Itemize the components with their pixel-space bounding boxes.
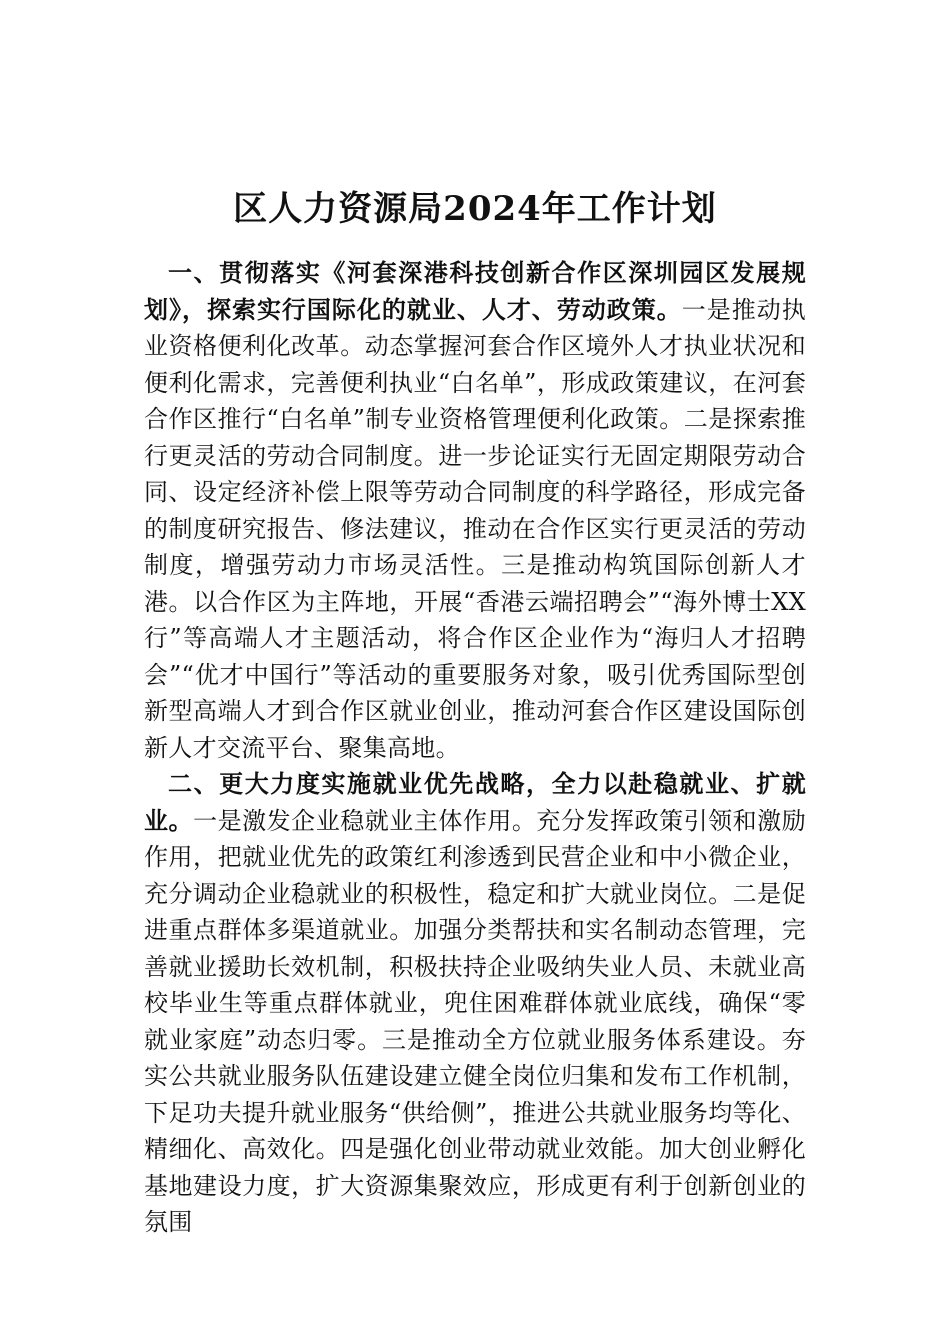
paragraph-2-text: 一是激发企业稳就业主体作用。充分发挥政策引领和激励作用，把就业优先的政策红利渗透到民营企业和中小微企业，充分调动企业稳就业的积极性，稳定和扩大就业岗位。二是促进重点群体多渠道就业。加强分类帮扶和实名制动态管理，完善就业援助长效机制，积极扶持企业吸纳失业人员、未就业高校毕业生等重点群体就业，兜住困难群体就业底线，确保“零就业家庭”动态归零。三是推动全方位就业服务体系建设。夯实公共就业服务队伍建设建立健全岗位归集和发布工作机制，下足功夫提升就业服务“供给侧”，推进公共就业服务均等化、精细化、高效化。四是强化创业带动就业效能。加大创业孵化基地建设力度，扩大资源集聚效应，形成更有利于创新创业的氛围: [144, 806, 806, 1236]
paragraph-1: [144, 255, 806, 766]
paragraph-1-heading: 一、贯彻落实《河套深港科技创新合作区深圳园区发展规划》，探索实行国际化的就业、人才、劳动政策。: [144, 258, 806, 324]
paragraph-2: [144, 766, 806, 1241]
document-body: [144, 255, 806, 1241]
paragraph-2-heading: 二、更大力度实施就业优先战略，全力以赴稳就业、扩就业。: [144, 769, 806, 835]
paragraph-1-text: 一是推动执业资格便利化改革。动态掌握河套合作区境外人才执业状况和便利化需求，完善便利执业“白名单”，形成政策建议，在河套合作区推行“白名单”制专业资格管理便利化政策。二是探索推行更灵活的劳动合同制度。进一步论证实行无固定期限劳动合同、设定经济补偿上限等劳动合同制度的科学路径，形成完备的制度研究报告、修法建议，推动在合作区实行更灵活的劳动制度，增强劳动力市场灵活性。三是推动构筑国际创新人才港。以合作区为主阵地，开展“香港云端招聘会”“海外博士XX行”等高端人才主题活动，将合作区企业作为“海归人才招聘会”“优才中国行”等活动的重要服务对象，吸引优秀国际型创新型高端人才到合作区就业创业，推动河套合作区建设国际创新人才交流平台、聚集高地。: [144, 295, 807, 762]
document-title: 区人力资源局2024年工作计划: [233, 188, 717, 229]
